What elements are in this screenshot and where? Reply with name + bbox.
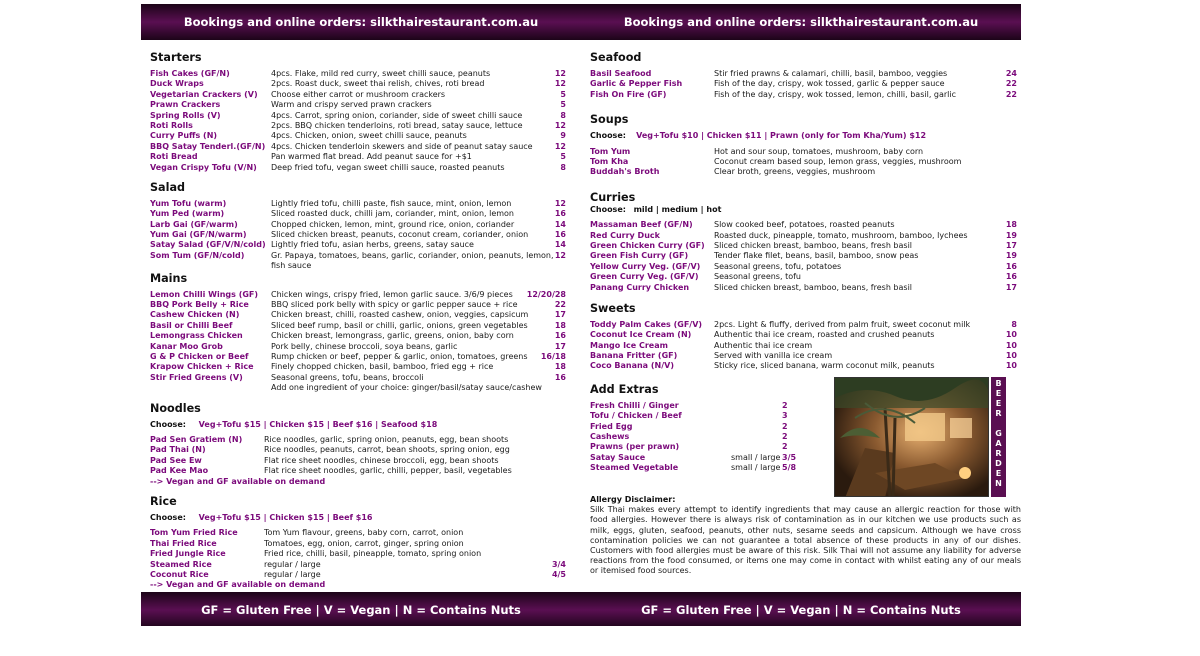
item-price: 8 [560, 110, 566, 120]
starters-section [150, 51, 580, 173]
item-price: 10 [1005, 361, 1017, 371]
soups-choose: Choose: Veg+Tofu $10 | Chicken $11 | Prawn (only for Tom Kha/Yum) $12 [590, 131, 927, 141]
menu-item [590, 147, 1015, 157]
item-description: Roasted duck, pineapple, tomato, mushroom, bamboo, lychees [714, 230, 968, 240]
menu-item [150, 220, 580, 230]
menu-item [590, 79, 1015, 89]
item-name: Lemon Chilli Wings (GF) [150, 289, 259, 299]
item-name: Vegetarian Crackers (V) [150, 89, 258, 99]
menu-item [590, 422, 830, 432]
item-name: Green Curry Veg. (GF/V) [590, 272, 699, 282]
item-name: Kanar Moo Grob [150, 341, 223, 351]
item-price: 17 [554, 341, 566, 351]
item-price: 22 [1005, 89, 1017, 99]
item-name: Yellow Curry Veg. (GF/V) [590, 261, 701, 271]
item-description: Lightly fried tofu, asian herbs, greens, satay sauce [271, 240, 474, 250]
item-price: 3/5 [782, 452, 797, 462]
top-banner [141, 4, 1021, 40]
item-description: Hot and sour soup, tomatoes, mushroom, baby corn [714, 146, 924, 156]
item-price: 16 [554, 209, 566, 219]
item-description: Seasonal greens, tofu, beans, broccoli [271, 372, 424, 382]
item-description: Pork belly, chinese broccoli, soya beans, garlic [271, 341, 458, 351]
item-name: BBQ Satay Tenderl.(GF/N) [150, 141, 266, 151]
item-name: Green Chicken Curry (GF) [590, 240, 705, 250]
footer-text-right: GF = Gluten Free | V = Vegan | N = Contains Nuts [641, 603, 961, 617]
item-description: Authentic thai ice cream [714, 340, 813, 350]
item-price: 5 [560, 89, 566, 99]
section-title: Curries [590, 190, 636, 204]
item-description: 4pcs. Carrot, spring onion, coriander, side of sweet chilli sauce [271, 110, 523, 120]
allergy-text: Silk Thai makes every attempt to identify ingredients that may cause an allergic reaction for those with food allergies. However there is always risk of contamination as in our kitchen we use products such as milk, eggs, gluten, seafood, peanuts, other nuts, sesame seeds and capsicum. Although we have cross contamination policies we can not guarantee a total absence of these products in any of our dishes. Customers with food allergies must be aware of this risk. Silk Thai will not assume any liability for adverse reactions from the food consumed, or items one may come in contact with whilst eating any of our meals or itemised food sources. [590, 505, 1021, 576]
item-description: Coconut cream based soup, lemon grass, veggies, mushroom [714, 156, 962, 166]
menu-item [590, 432, 830, 442]
menu-item [590, 330, 1015, 340]
item-name: Som Tum (GF/N/cold) [150, 250, 245, 260]
menu-item [590, 157, 1015, 167]
menu-item [150, 373, 580, 383]
menu-item [150, 549, 580, 559]
item-description: Warm and crispy served prawn crackers [271, 100, 432, 110]
beer-garden-letter: E [995, 399, 1002, 408]
item-name: Tom Kha [590, 156, 629, 166]
item-price: 16/18 [540, 352, 566, 361]
item-description: Tender flake filet, beans, basil, bamboo, snow peas [714, 251, 919, 261]
menu-item [590, 453, 830, 463]
item-name: Coco Banana (N/V) [590, 361, 674, 371]
section-title: Starters [150, 51, 202, 64]
item-price: 16 [554, 230, 566, 240]
beer-garden-letter: G [995, 429, 1002, 438]
item-price: 2 [782, 421, 788, 431]
item-name: Basil Seafood [590, 69, 652, 78]
menu-item [150, 69, 580, 79]
menu-item [590, 442, 830, 452]
item-price: 19 [1005, 251, 1017, 261]
item-description: 4pcs. Flake, mild red curry, sweet chilli sauce, peanuts [271, 69, 491, 78]
item-description: Stir fried prawns & calamari, chilli, basil, bamboo, veggies [714, 69, 948, 78]
footer-text-left: GF = Gluten Free | V = Vegan | N = Contains Nuts [201, 603, 521, 617]
beer-garden-letter: E [995, 469, 1002, 478]
item-name: Red Curry Duck [590, 230, 660, 240]
item-description: Chopped chicken, lemon, mint, ground rice, onion, coriander [271, 219, 515, 229]
beer-garden-letter: B [995, 379, 1002, 388]
left-column [150, 51, 580, 591]
item-price: 10 [1005, 351, 1017, 361]
menu-item [590, 231, 1015, 241]
item-price: 12 [554, 120, 566, 130]
menu-item [590, 251, 1015, 261]
item-description: 4pcs. Chicken, onion, sweet chilli sauce, peanuts [271, 131, 467, 141]
section-title: Mains [150, 271, 188, 285]
item-price: 12 [554, 79, 566, 89]
item-name: Massaman Beef (GF/N) [590, 220, 693, 230]
item-description: 2pcs. Roast duck, sweet thai relish, chives, roti bread [271, 79, 485, 89]
noodles-choose: Choose: Veg+Tofu $15 | Chicken $15 | Beef $16 | Seafood $18 [150, 419, 438, 429]
sweets-section [590, 302, 1015, 372]
section-title: Noodles [150, 401, 201, 415]
item-price: 12 [554, 69, 566, 78]
item-name: Garlic & Pepper Fish [590, 79, 683, 89]
beer-garden-letter: D [995, 459, 1002, 468]
item-price: 12 [554, 198, 566, 208]
menu-item [150, 321, 580, 331]
item-name: Toddy Palm Cakes (GF/V) [590, 319, 703, 329]
item-name: Yum Gai (GF/N/warm) [150, 230, 247, 240]
beer-garden-letter: A [995, 439, 1002, 448]
item-description: Choose either carrot or mushroom crackers [271, 89, 446, 99]
banner-text-left: Bookings and online orders: silkthairestaurant.com.au [183, 15, 539, 29]
item-name: Prawn Crackers [150, 100, 221, 110]
item-description: Clear broth, greens, veggies, mushroom [714, 167, 876, 177]
item-price: 9 [560, 131, 566, 141]
menu-item [150, 142, 580, 152]
item-description: Seasonal greens, tofu [714, 272, 801, 282]
item-description: Rice noodles, garlic, spring onion, peanuts, egg, bean shoots [264, 434, 509, 444]
item-name: Fried Egg [590, 421, 633, 431]
item-description: Pan warmed flat bread. Add peanut sauce for +$1 [271, 152, 472, 162]
item-name: Satay Salad (GF/V/N/cold) [150, 240, 266, 250]
item-price: 16 [1005, 261, 1017, 271]
item-name: Roti Rolls [150, 120, 193, 130]
menu-item [150, 199, 580, 209]
item-price: 5/8 [782, 463, 797, 473]
item-price: 16 [554, 372, 566, 382]
menu-item [150, 539, 580, 549]
item-name: Cashew Chicken (N) [150, 310, 240, 320]
item-price: 18 [554, 362, 566, 372]
item-price: 4/5 [551, 569, 566, 579]
menu-item [590, 320, 1015, 330]
menu-item [590, 463, 830, 473]
menu-item [150, 79, 580, 89]
item-price: 22 [554, 300, 566, 310]
item-price: 24 [1005, 69, 1017, 78]
banner-text-right: Bookings and online orders: silkthairestaurant.com.au [623, 15, 979, 29]
menu-item [150, 100, 580, 110]
menu-item [590, 220, 1015, 230]
item-name: Tofu / Chicken / Beef [590, 411, 682, 421]
item-name: Larb Gai (GF/warm) [150, 219, 238, 229]
item-name: Curry Puffs (N) [150, 131, 218, 141]
item-description: Chicken wings, crispy fried, lemon garlic sauce. 3/6/9 pieces [271, 289, 513, 299]
item-name: Fish On Fire (GF) [590, 89, 667, 99]
menu-item [590, 401, 830, 411]
item-name: Stir Fried Greens (V) [150, 372, 243, 382]
menu-item [150, 331, 580, 341]
item-name: Spring Rolls (V) [150, 110, 221, 120]
item-description: Lightly fried tofu, chilli paste, fish sauce, mint, onion, lemon [271, 198, 512, 208]
item-description: Authentic thai ice cream, roasted and crushed peanuts [714, 330, 935, 340]
item-name: Duck Wraps [150, 79, 204, 89]
item-name: Thai Fried Rice [150, 538, 217, 548]
item-name: Vegan Crispy Tofu (V/N) [150, 162, 257, 172]
menu-item [590, 411, 830, 421]
menu-item [150, 163, 580, 173]
menu-item [150, 240, 580, 250]
item-name: Steamed Vegetable [590, 463, 679, 473]
item-size: small / large [731, 452, 781, 462]
item-price: 17 [1005, 282, 1017, 292]
menu-item [590, 361, 1015, 371]
item-name: Fish Cakes (GF/N) [150, 69, 230, 78]
item-name: Fried Jungle Rice [150, 549, 226, 559]
item-price: 5 [560, 100, 566, 110]
noodles-note: --> Vegan and GF available on demand [150, 476, 326, 486]
item-name: Steamed Rice [150, 559, 212, 569]
item-name: Pad Thai (N) [150, 445, 206, 455]
item-name: Roti Bread [150, 152, 198, 162]
item-price: 12 [554, 141, 566, 151]
item-description: Sliced beef rump, basil or chilli, garlic, onions, green vegetables [271, 320, 528, 330]
item-price: 19 [1005, 230, 1017, 240]
item-description: Sticky rice, sliced banana, warm coconut milk, peanuts [714, 361, 935, 371]
item-description: BBQ sliced pork belly with spicy or garlic pepper sauce + rice [271, 300, 518, 310]
menu-item [590, 241, 1015, 251]
item-description: Sliced chicken breast, peanuts, coconut cream, coriander, onion [271, 230, 529, 240]
item-price: 10 [1005, 340, 1017, 350]
item-name: Satay Sauce [590, 452, 646, 462]
menu-item [590, 90, 1015, 100]
item-name: Cashews [590, 432, 630, 442]
menu-item [150, 121, 580, 131]
item-description: Chicken breast, chilli, roasted cashew, onion, veggies, capsicum [271, 310, 529, 320]
item-description: Sliced chicken breast, bamboo, beans, fresh basil [714, 282, 913, 292]
item-name: Prawns (per prawn) [590, 442, 680, 452]
seafood-section [590, 51, 1015, 100]
item-name: Mango Ice Cream [590, 340, 668, 350]
menu-item [150, 310, 580, 320]
menu-item [150, 251, 580, 272]
menu-item [150, 152, 580, 162]
menu-item [150, 111, 580, 121]
salad-section [150, 181, 580, 272]
mains-section [150, 272, 580, 394]
menu-item [150, 209, 580, 219]
menu-item [150, 90, 580, 100]
item-name: Buddah's Broth [590, 167, 660, 177]
item-price: 16 [554, 331, 566, 341]
item-description: Fried rice, chilli, basil, pineapple, tomato, spring onion [264, 549, 482, 559]
item-description: Tomatoes, egg, onion, carrot, ginger, spring onion [264, 538, 464, 548]
item-price: 16 [1005, 272, 1017, 282]
beer-garden-letter: R [995, 449, 1002, 458]
menu-item [590, 272, 1015, 282]
item-price: 18 [1005, 220, 1017, 230]
item-price: 2 [782, 432, 788, 442]
item-description: Fish of the day, crispy, wok tossed, lemon, chilli, basil, garlic [714, 89, 957, 99]
footer-banner [141, 592, 1021, 626]
item-description: Seasonal greens, tofu, potatoes [714, 261, 842, 271]
item-description: Flat rice sheet noodles, chinese broccoli, egg, bean shoots [264, 455, 499, 465]
item-description: regular / large [264, 559, 321, 569]
item-price: 8 [1011, 319, 1017, 329]
beer-garden-letter: N [995, 479, 1002, 488]
menu-item [150, 445, 580, 455]
menu-item [590, 351, 1015, 361]
item-name: Tom Yum [590, 146, 631, 156]
item-name: Pad Sen Gratiem (N) [150, 434, 243, 444]
item-description: Tom Yum flavour, greens, baby corn, carrot, onion [264, 528, 464, 538]
menu-item [150, 230, 580, 240]
item-name: Coconut Ice Cream (N) [590, 330, 692, 340]
menu-item [150, 570, 580, 580]
beer-garden-letter: R [995, 409, 1002, 418]
item-price: 12/20/28 [526, 289, 566, 299]
item-size: small / large [731, 463, 781, 473]
item-name: Tom Yum Fried Rice [150, 528, 238, 538]
beer-garden-letter: E [995, 389, 1002, 398]
item-description: Slow cooked beef, potatoes, roasted peanuts [714, 220, 895, 230]
item-price: 3/4 [551, 559, 566, 569]
item-description: Gr. Papaya, tomatoes, beans, garlic, coriander, onion, peanuts, lemon, fish sauce [271, 250, 554, 271]
section-title: Seafood [590, 51, 642, 64]
menu-item [590, 262, 1015, 272]
beer-garden-label [991, 377, 1006, 497]
item-name: G & P Chicken or Beef [150, 352, 249, 361]
item-price: 8 [560, 162, 566, 172]
item-name: Lemongrass Chicken [150, 331, 243, 341]
menu-item [150, 300, 580, 310]
item-price: 18 [554, 320, 566, 330]
item-price: 14 [554, 240, 566, 250]
menu-page [141, 4, 1021, 626]
rice-choose: Choose: Veg+Tofu $15 | Chicken $15 | Beef $16 [150, 512, 373, 522]
item-price: 22 [1005, 79, 1017, 89]
item-price: 17 [554, 310, 566, 320]
beer-garden-photo [834, 377, 989, 497]
item-description: Sliced roasted duck, chilli jam, coriander, mint, onion, lemon [271, 209, 514, 219]
item-price: 3 [782, 411, 788, 421]
item-price: 2 [782, 442, 788, 452]
menu-item [150, 456, 580, 466]
item-description: 2pcs. BBQ chicken tenderloins, roti bread, satay sauce, lettuce [271, 120, 523, 130]
menu-item [590, 69, 1015, 79]
item-name: Basil or Chilli Beef [150, 320, 233, 330]
item-description: Deep fried tofu, vegan sweet chilli sauce, roasted peanuts [271, 162, 505, 172]
menu-item [150, 435, 580, 445]
menu-item [150, 131, 580, 141]
allergy-disclaimer [590, 495, 1021, 577]
noodles-section [150, 402, 580, 487]
item-price: 2 [782, 400, 788, 410]
item-name: Yum Ped (warm) [150, 209, 225, 219]
item-price: 5 [560, 152, 566, 162]
section-title: Add Extras [590, 382, 659, 396]
item-description: Finely chopped chicken, basil, bamboo, fried egg + rice [271, 362, 494, 372]
item-name: Panang Curry Chicken [590, 282, 690, 292]
item-description: 2pcs. Light & fluffy, derived from palm fruit, sweet coconut milk [714, 319, 971, 329]
section-title: Salad [150, 180, 185, 194]
soups-section [590, 113, 1015, 178]
section-title: Rice [150, 494, 177, 508]
item-name: Pad Kee Mao [150, 466, 209, 476]
menu-item [150, 362, 580, 372]
item-name: Yum Tofu (warm) [150, 198, 227, 208]
section-title: Sweets [590, 301, 636, 315]
item-price: 10 [1005, 330, 1017, 340]
menu-item [150, 352, 580, 362]
item-name: Krapow Chicken + Rice [150, 362, 254, 372]
item-name: Green Fish Curry (GF) [590, 251, 689, 261]
item-price: 17 [1005, 240, 1017, 250]
item-description: Rump chicken or beef, pepper & garlic, onion, tomatoes, greens [271, 352, 528, 361]
item-price: 12 [554, 250, 566, 260]
rice-note: --> Vegan and GF available on demand [150, 580, 326, 590]
item-description: Chicken breast, lemongrass, garlic, greens, onion, baby corn [271, 331, 514, 341]
item-name: Banana Fritter (GF) [590, 351, 678, 361]
item-description: regular / large [264, 569, 321, 579]
menu-item [150, 528, 580, 538]
menu-item [150, 290, 580, 300]
rice-section [150, 495, 580, 591]
item-name: Fresh Chilli / Ginger [590, 400, 679, 410]
menu-item [590, 283, 1015, 293]
menu-item [590, 341, 1015, 351]
item-name: Coconut Rice [150, 569, 209, 579]
allergy-title: Allergy Disclaimer: [590, 495, 676, 504]
item-description: 4pcs. Chicken tenderloin skewers and side of peanut satay sauce [271, 141, 533, 151]
item-name: BBQ Pork Belly + Rice [150, 300, 249, 310]
menu-item [150, 560, 580, 570]
item-description: Fish of the day, crispy, wok tossed, garlic & pepper sauce [714, 79, 945, 89]
curries-choose: Choose: mild | medium | hot [590, 204, 722, 214]
item-description: Flat rice sheet noodles, garlic, chilli, pepper, basil, vegetables [264, 466, 512, 476]
curries-section [590, 191, 1015, 293]
item-description: Served with vanilla ice cream [714, 351, 833, 361]
menu-item [150, 342, 580, 352]
item-description: Rice noodles, peanuts, carrot, bean shoots, spring onion, egg [264, 445, 510, 455]
item-name: Pad See Ew [150, 455, 202, 465]
section-title: Soups [590, 113, 629, 127]
menu-item [590, 167, 1015, 177]
item-price: 14 [554, 219, 566, 229]
menu-item [150, 466, 580, 476]
extras-section [590, 383, 830, 474]
item-description: Sliced chicken breast, bamboo, beans, fresh basil [714, 240, 913, 250]
mains-addon: Add one ingredient of your choice: ginger/basil/satay sauce/cashew [271, 383, 542, 393]
